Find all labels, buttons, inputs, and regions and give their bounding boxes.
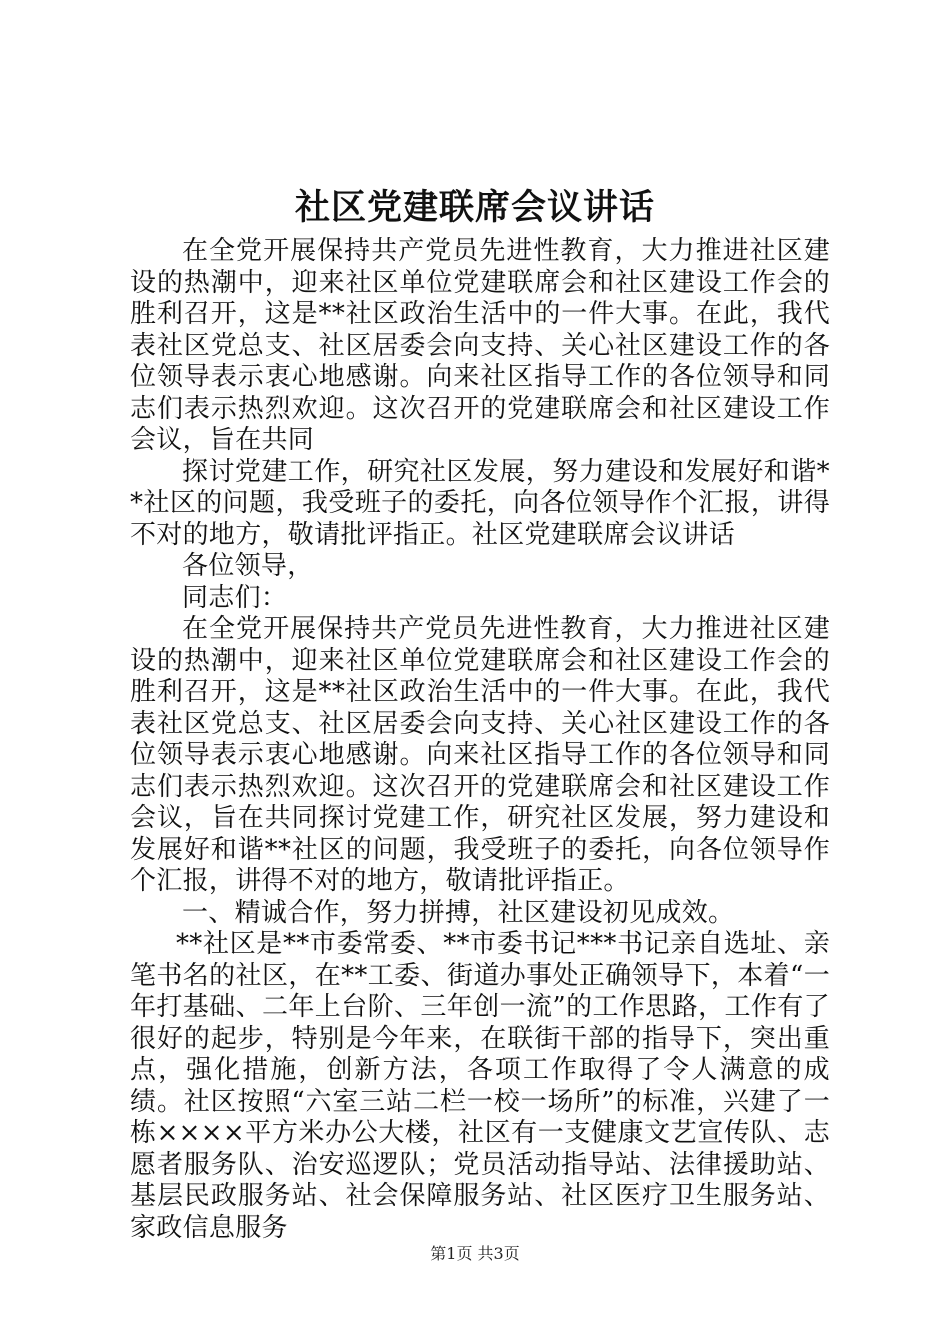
paragraph-continuation: 探讨党建工作，研究社区发展，努力建设和发展好和谐**社区的问题，我受班子的委托，向各位领导作个汇报，讲得不对的地方，敬请批评指正。社区党建联席会议讲话: [130, 456, 830, 550]
document-title: 社区党建联席会议讲话: [294, 187, 655, 228]
paragraph-opening: 在全党开展保持共产党员先进性教育，大力推进社区建设的热潮中，迎来社区单位党建联席会和社区建设工作会的胜利召开，这是**社区政治生活中的一件大事。在此，我代表社区党总支、社区居委会向支持、关心社区建设工作的各位领导表示衷心地感谢。向来社区指导工作的各位领导和同志们表示热烈欢迎。这次召开的党建联席会和社区建设工作会议，旨在共同: [130, 236, 830, 455]
salutation-comrades: 同志们：: [182, 582, 288, 613]
paragraph-speech-opening: 在全党开展保持共产党员先进性教育，大力推进社区建设的热潮中，迎来社区单位党建联席会和社区建设工作会的胜利召开，这是**社区政治生活中的一件大事。在此，我代表社区党总支、社区居委会向支持、关心社区建设工作的各位领导表示衷心地感谢。向来社区指导工作的各位领导和同志们表示热烈欢迎。这次召开的党建联席会和社区建设工作会议，旨在共同探讨党建工作，研究社区发展，努力建设和发展好和谐**社区的问题，我受班子的委托，向各位领导作个汇报，讲得不对的地方，敬请批评指正。: [130, 614, 830, 896]
page-number-footer: 第1页 共3页: [430, 1244, 520, 1263]
document-body: [130, 236, 830, 1244]
section-heading-1: 一、精诚合作，努力拼搏，社区建设初见成效。: [182, 897, 735, 928]
salutation-leaders: 各位领导，: [182, 551, 314, 581]
paragraph-section-1: **社区是**市委常委、**市委书记***书记亲自选址、亲笔书名的社区，在**工委、街道办事处正确领导下，本着“一年打基础、二年上台阶、三年创一流”的工作思路，工作有了很好的起步，特别是今年来，在联街干部的指导下，突出重点，强化措施，创新方法，各项工作取得了令人满意的成绩。社区按照“六室三站二栏一校一场所”的标准，兴建了一栋××××平方米办公大楼，社区有一支健康文艺宣传队、志愿者服务队、治安巡逻队；党员活动指导站、法律援助站、基层民政服务站、社会保障服务站、社区医疗卫生服务站、家政信息服务: [130, 929, 830, 1243]
